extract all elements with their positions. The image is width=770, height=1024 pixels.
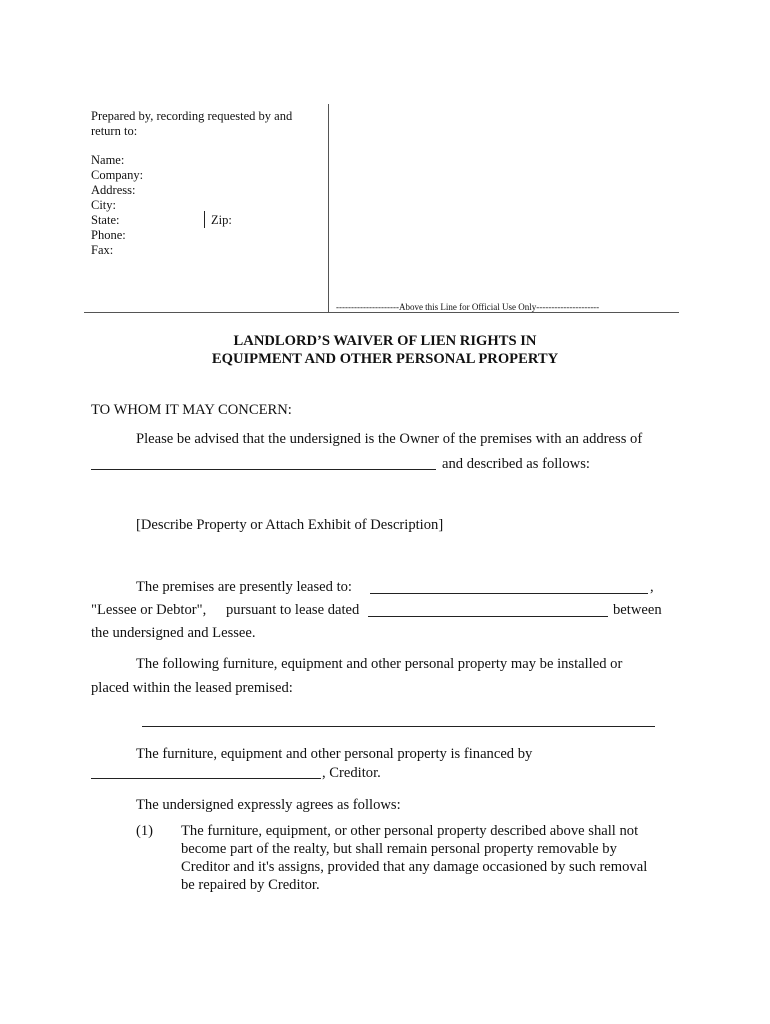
leased-to-label: The premises are presently leased to: [136,579,352,595]
item1-line2: become part of the realty, but shall remain personal property removable by [181,841,617,857]
address-blank-line[interactable] [91,469,436,470]
property-description-blank-line[interactable] [142,726,655,727]
paragraph1-line1: Please be advised that the undersigned is the Owner of the premises with an address of [136,431,643,447]
lessee-or-debtor: "Lessee or Debtor", [91,602,207,618]
field-fax-label: Fax: [91,243,114,257]
document-title-line2: EQUIPMENT AND OTHER PERSONAL PROPERTY [211,351,559,367]
header-horizontal-divider [84,312,679,313]
field-state-label: State: [91,213,120,227]
item1-line4: be repaired by Creditor. [181,877,320,893]
salutation: TO WHOM IT MAY CONCERN: [91,402,292,418]
describe-property-placeholder: [Describe Property or Attach Exhibit of Description] [136,517,444,533]
paragraph1-line2-suffix: and described as follows: [442,456,590,472]
field-name-label: Name: [91,153,125,167]
between-word: between [613,602,662,618]
zip-divider [204,211,205,228]
document-title-line1: LANDLORD’S WAIVER OF LIEN RIGHTS IN [233,333,537,349]
following-line2: placed within the leased premised: [91,680,293,696]
lessee-name-blank-line[interactable] [370,593,648,594]
field-zip-label: Zip: [211,213,232,227]
header-vertical-divider [328,104,329,312]
undersigned-and-lessee: the undersigned and Lessee. [91,625,256,641]
field-phone-label: Phone: [91,228,126,242]
prepared-by-line2: return to: [91,124,138,138]
item1-line3: Creditor and it's assigns, provided that any damage occasioned by such removal [181,859,648,875]
official-use-line: ---------------------Above this Line for Official Use Only--------------------- [336,302,600,312]
lease-date-blank-line[interactable] [368,616,608,617]
item1-line1: The furniture, equipment, or other personal property described above shall not [181,823,639,839]
creditor-suffix: , Creditor. [322,765,381,781]
prepared-by-line1: Prepared by, recording requested by and [91,109,293,123]
agrees-as-follows: The undersigned expressly agrees as follows: [136,797,401,813]
financed-line1: The furniture, equipment and other personal property is financed by [136,746,533,762]
pursuant-to-lease-label: pursuant to lease dated [226,602,360,618]
leased-to-comma: , [650,579,654,595]
field-address-label: Address: [91,183,136,197]
item1-number: (1) [136,823,154,839]
field-company-label: Company: [91,168,144,182]
field-city-label: City: [91,198,117,212]
following-line1: The following furniture, equipment and other personal property may be installed or [136,656,623,672]
creditor-name-blank-line[interactable] [91,778,321,779]
